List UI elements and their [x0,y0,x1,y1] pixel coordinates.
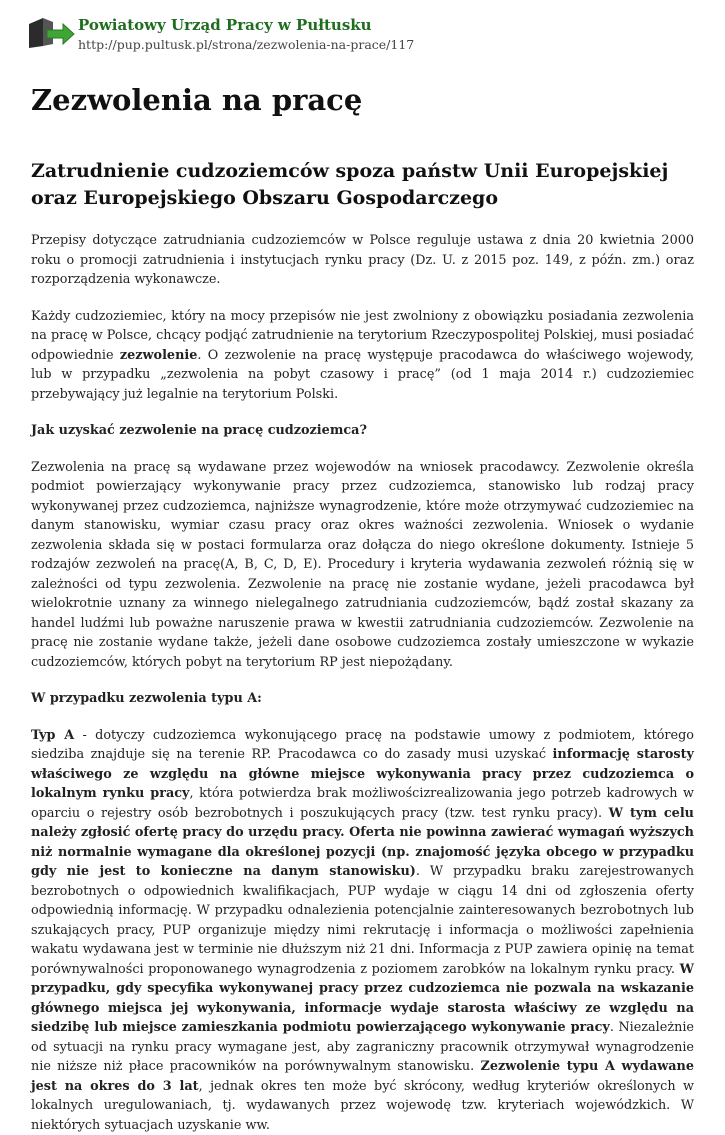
paragraph-type-a [31,726,694,1135]
paragraph-permit [31,307,694,405]
text-segment: - dotyczy cudzoziemca wykonującego pracę na podstawie umowy z podmiotem, którego siedziba znajduje się na terenie RP. Pracodawca co do zasady musi uzyskać [31,728,694,763]
section-heading-how-to [31,421,694,441]
section-heading-type-a [31,689,694,709]
bold-segment: informację starosty właściwego ze względu na główne miejsce wykonywania pracy przez cudzoziemca o lokalnym rynku pracy [31,747,694,801]
site-url[interactable]: http://pup.pultusk.pl/strona/zezwolenia-na-prace/117 [78,37,414,52]
text-segment: . W przypadku braku zarejestrowanych bezrobotnych o odpowiednich kwalifikacjach, PUP wydaje w ciągu 14 dni od zgłoszenia oferty odpowiednią informację. W przypadku odnalezienia potencjalnie zainteresowanych bezrobotnych lub szukających pracy, PUP organizuje między nimi rekrutację i informacja o możliwości zapełnienia wakatu wydawana jest w terminie nie dłuższym niż 21 dni. Informacja z PUP zawiera opinię na temat porównywalności proponowanego wynagrodzenia z poziomem zarobków na lokalnym rynku pracy. [31,864,694,977]
text-segment: . O zezwolenie na pracę występuje pracodawca do właściwego wojewody, lub w przypadku „zezwolenia na pobyt czasowy i pracę” (od 1 maja 2014 r.) cudzoziemiec przebywający już legalnie na terytorium Polski. [31,348,694,402]
site-name[interactable]: Powiatowy Urząd Pracy w Pułtusku [78,16,372,34]
page-subtitle: Zatrudnienie cudzoziemców spoza państw Unii Europejskiej oraz Europejskiego Obszaru Gospodarczego [31,158,694,212]
heading-text: Jak uzyskać zezwolenie na pracę cudzoziemca? [31,423,367,438]
article-content [0,82,725,1135]
heading-text: W przypadku zezwolenia typu A: [31,691,262,706]
page-header [0,0,725,60]
text-segment: , jednak okres ten może być skrócony, według kryteriów określonych w lokalnych uregulowaniach, tj. wydawanych przez wojewodę tzw. kryteriach wojewódzkich. W niektórych sytuacjach uzyskanie ww. [31,1079,694,1133]
paragraph-intro: Przepisy dotyczące zatrudniania cudzoziemców w Polsce reguluje ustawa z dnia 20 kwietnia 2000 roku o promocji zatrudnienia i instytucjach rynku pracy (Dz. U. z 2015 poz. 149, z późn. zm.) oraz rozporządzenia wykonawcze. [31,231,694,290]
page-title: Zezwolenia na pracę [31,82,694,118]
bold-segment: Zezwolenie typu A wydawane jest na okres do 3 lat [31,1059,694,1094]
text-segment: , która potwierdza brak możliwościzrealizowania jego potrzeb kadrowych w oparciu o rejestry osób bezrobotnych i poszukujących pracy (tzw. test rynku pracy). [31,786,694,821]
paragraph-procedure: Zezwolenia na pracę są wydawane przez wojewodów na wniosek pracodawcy. Zezwolenie określa podmiot powierzający wykonywanie pracy przez cudzoziemca, stanowisko lub rodzaj pracy wykonywanej przez cudzoziemca, najniższe wynagrodzenie, które może otrzymywać cudzoziemiec na danym stanowisku, wymiar czasu pracy oraz okres ważności zezwolenia. Wniosek o wydanie zezwolenia składa się w postaci formularza oraz dołącza do niego określone dokumenty. Istnieje 5 rodzajów zezwoleń na pracę(A, B, C, D, E). Procedury i kryteria wydawania zezwoleń różnią się w zależności od typu zezwolenia. Zezwolenie na pracę nie zostanie wydane, jeżeli pracodawca był wielokrotnie uznany za winnego nielegalnego zatrudniania cudzoziemców, bądź został skazany za handel ludźmi lub poważne naruszenie prawa w kwestii zatrudniania cudzoziemców. Zezwolenie na pracę nie zostanie wydane także, jeżeli dane osobowe cudzoziemca zostały umieszczone w wykazie cudzoziemców, których pobyt na terytorium RP jest niepożądany. [31,458,694,673]
door-arrow-icon [27,16,75,50]
bold-segment: zezwolenie [120,348,198,363]
bold-segment: W przypadku, gdy specyfika wykonywanej pracy przez cudzoziemca nie pozwala na wskazanie głównego miejsca jej wykonywania, informacje wydaje starosta właściwy ze względu na siedzibę lub miejsce zamieszkania podmiotu powierzającego wykonywanie pracy [31,962,694,1036]
bold-segment: W tym celu należy zgłosić ofertę pracy do urzędu pracy. Oferta nie powinna zawierać wymagań wyższych niż normalnie wymagane dla określonej pozycji (np. znajomość języka obcego w przypadku gdy nie jest to konieczne na danym stanowisku) [31,806,694,880]
text-segment: Każdy cudzoziemiec, który na mocy przepisów nie jest zwolniony z obowiązku posiadania zezwolenia na pracę w Polsce, chcący podjąć zatrudnienie na terytorium Rzeczypospolitej Polskiej, musi posiadać odpowiednie [31,309,694,363]
bold-segment: Typ A [31,728,74,743]
text-segment: . Niezależnie od sytuacji na rynku pracy wymagane jest, aby zagraniczny pracownik otrzymywał wynagrodzenie nie niższe niż płace pracowników na porównywalnym stanowisku. [31,1020,694,1074]
